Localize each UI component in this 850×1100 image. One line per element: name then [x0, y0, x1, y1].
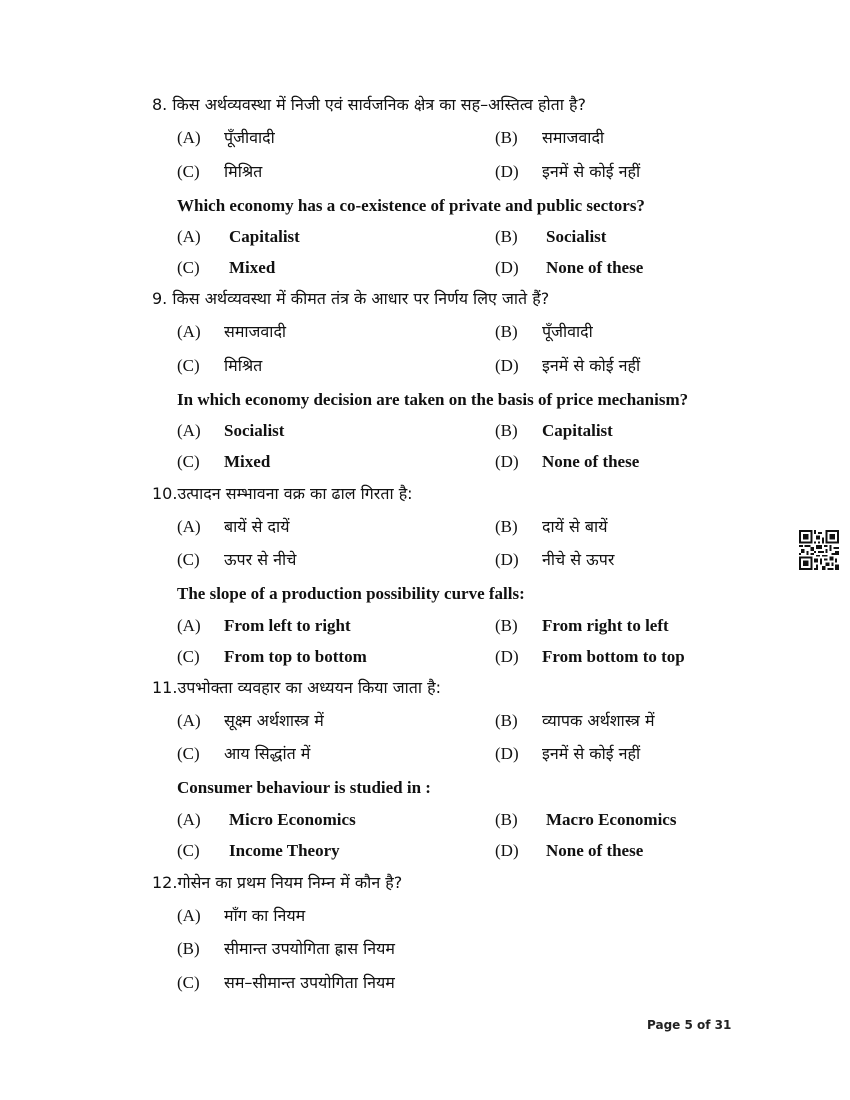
question-number: 10.	[152, 484, 178, 503]
q11-hi-option-b-label: (B)	[495, 711, 518, 730]
q10-en-option-c-label: (C)	[177, 647, 200, 666]
q11-en-option-b: Macro Economics	[546, 810, 677, 829]
q9-hi-option-c: मिश्रित	[224, 356, 263, 375]
q9-hi-option-b-label: (B)	[495, 322, 518, 341]
q8-hi-option-a-label: (A)	[177, 128, 201, 147]
question-10-hindi	[152, 483, 413, 505]
q11-hi-option-c: आय सिद्धांत में	[224, 744, 311, 763]
q8-en-option-a-label: (A)	[177, 227, 201, 246]
q9-hi-option-a-label: (A)	[177, 322, 201, 341]
q9-hi-option-a: समाजवादी	[224, 322, 287, 341]
q9-en-option-a-label: (A)	[177, 421, 201, 440]
question-text: गोसेन का प्रथम नियम निम्न में कौन है?	[177, 873, 403, 892]
q10-en-option-b: From right to left	[542, 616, 669, 635]
q10-hi-option-b-label: (B)	[495, 517, 518, 536]
question-8-english: Which economy has a co-existence of private and public sectors?	[177, 196, 645, 215]
q9-hi-option-d: इनमें से कोई नहीं	[542, 356, 641, 375]
q10-en-option-b-label: (B)	[495, 616, 518, 635]
question-number: 11.	[152, 678, 178, 697]
q11-hi-option-a: सूक्ष्म अर्थशास्त्र में	[224, 711, 324, 730]
question-11-english: Consumer behaviour is studied in :	[177, 778, 431, 797]
q11-en-option-a-label: (A)	[177, 810, 201, 829]
q8-en-option-a: Capitalist	[229, 227, 300, 246]
q8-hi-option-d: इनमें से कोई नहीं	[542, 162, 641, 181]
question-text: किस अर्थव्यवस्था में निजी एवं सार्वजनिक क्षेत्र का सह–अस्तित्व होता है?	[172, 95, 587, 114]
q9-hi-option-b: पूँजीवादी	[542, 322, 593, 341]
q11-en-option-b-label: (B)	[495, 810, 518, 829]
page-number: Page 5 of 31	[647, 1018, 732, 1032]
q8-hi-option-c-label: (C)	[177, 162, 200, 181]
q10-hi-option-a-label: (A)	[177, 517, 201, 536]
q8-hi-option-b: समाजवादी	[542, 128, 605, 147]
question-text: उत्पादन सम्भावना वक्र का ढाल गिरता है:	[177, 484, 413, 503]
question-8-hindi	[152, 94, 586, 116]
question-number: 9.	[152, 289, 168, 308]
q12-hi-option-a-label: (A)	[177, 906, 201, 925]
q9-en-option-a: Socialist	[224, 421, 285, 440]
q9-en-option-d-label: (D)	[495, 452, 519, 471]
question-10-english: The slope of a production possibility curve falls:	[177, 584, 525, 603]
q11-en-option-c-label: (C)	[177, 841, 200, 860]
q12-hi-option-c-label: (C)	[177, 973, 200, 992]
q9-en-option-d: None of these	[542, 452, 640, 471]
q8-en-option-b: Socialist	[546, 227, 607, 246]
q10-hi-option-c-label: (C)	[177, 550, 200, 569]
q10-hi-option-c: ऊपर से नीचे	[224, 550, 297, 569]
q12-hi-option-b: सीमान्त उपयोगिता ह्रास नियम	[224, 939, 396, 958]
question-text: किस अर्थव्यवस्था में कीमत तंत्र के आधार पर निर्णय लिए जाते हैं?	[172, 289, 550, 308]
q11-en-option-d: None of these	[546, 841, 644, 860]
q12-hi-option-a: माँग का नियम	[224, 906, 306, 925]
q11-hi-option-d: इनमें से कोई नहीं	[542, 744, 641, 763]
q9-hi-option-d-label: (D)	[495, 356, 519, 375]
q8-hi-option-d-label: (D)	[495, 162, 519, 181]
question-9-english: In which economy decision are taken on the basis of price mechanism?	[177, 390, 689, 409]
q8-hi-option-c: मिश्रित	[224, 162, 263, 181]
qr-code-icon	[799, 530, 839, 570]
q10-hi-option-a: बायें से दायें	[224, 517, 290, 536]
q9-en-option-b-label: (B)	[495, 421, 518, 440]
q12-hi-option-c: सम–सीमान्त उपयोगिता नियम	[224, 973, 395, 992]
q11-hi-option-b: व्यापक अर्थशास्त्र में	[542, 711, 655, 730]
q9-en-option-b: Capitalist	[542, 421, 613, 440]
q11-hi-option-a-label: (A)	[177, 711, 201, 730]
q8-hi-option-b-label: (B)	[495, 128, 518, 147]
q8-en-option-d: None of these	[546, 258, 644, 277]
question-9-hindi	[152, 288, 549, 310]
q10-en-option-d: From bottom to top	[542, 647, 685, 666]
q10-hi-option-b: दायें से बायें	[542, 517, 608, 536]
q9-en-option-c: Mixed	[224, 452, 271, 471]
question-11-hindi	[152, 677, 441, 699]
question-text: उपभोक्ता व्यवहार का अध्ययन किया जाता है:	[177, 678, 442, 697]
q9-hi-option-c-label: (C)	[177, 356, 200, 375]
q12-hi-option-b-label: (B)	[177, 939, 200, 958]
q8-en-option-b-label: (B)	[495, 227, 518, 246]
q8-en-option-c-label: (C)	[177, 258, 200, 277]
q8-hi-option-a: पूँजीवादी	[224, 128, 275, 147]
q10-en-option-c: From top to bottom	[224, 647, 367, 666]
question-12-hindi	[152, 872, 402, 894]
question-number: 8.	[152, 95, 168, 114]
q11-en-option-c: Income Theory	[229, 841, 340, 860]
q8-en-option-d-label: (D)	[495, 258, 519, 277]
question-number: 12.	[152, 873, 178, 892]
q10-en-option-a: From left to right	[224, 616, 351, 635]
q11-en-option-a: Micro Economics	[229, 810, 356, 829]
q9-en-option-c-label: (C)	[177, 452, 200, 471]
q11-hi-option-d-label: (D)	[495, 744, 519, 763]
q11-en-option-d-label: (D)	[495, 841, 519, 860]
q8-en-option-c: Mixed	[229, 258, 276, 277]
q10-hi-option-d: नीचे से ऊपर	[542, 550, 615, 569]
q11-hi-option-c-label: (C)	[177, 744, 200, 763]
q10-en-option-d-label: (D)	[495, 647, 519, 666]
q10-en-option-a-label: (A)	[177, 616, 201, 635]
q10-hi-option-d-label: (D)	[495, 550, 519, 569]
